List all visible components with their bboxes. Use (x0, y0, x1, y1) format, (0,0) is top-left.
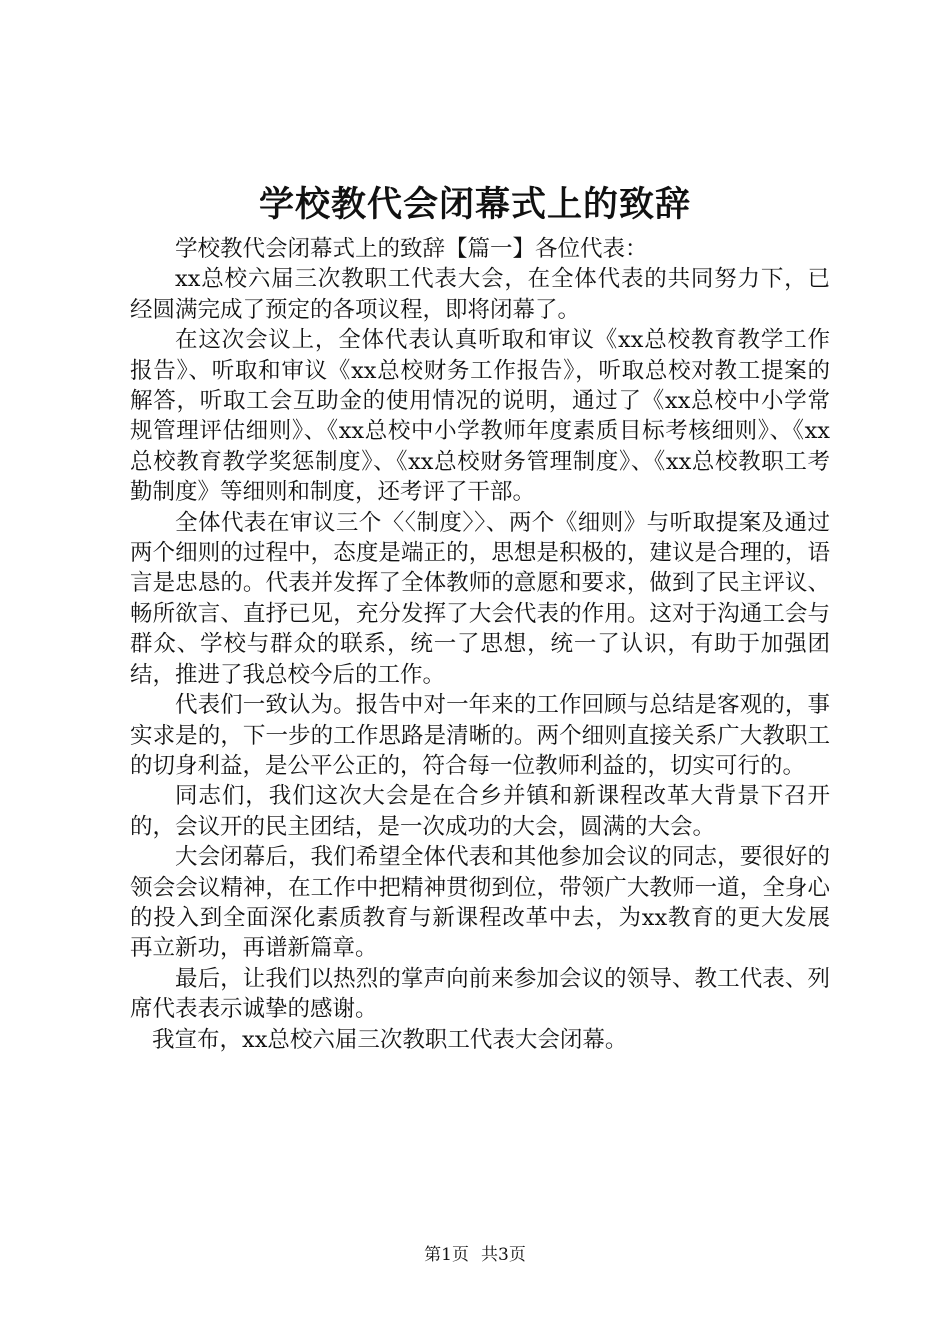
paragraph-5: 代表们一致认为。报告中对一年来的工作回顾与总结是客观的，事实求是的，下一步的工作思路是清晰的。两个细则直接关系广大教职工的切身利益，是公平公正的，符合每一位教师利益的，切实可行的。 (130, 692, 830, 779)
paragraph-2: xx总校六届三次教职工代表大会，在全体代表的共同努力下，已经圆满完成了预定的各项议程，即将闭幕了。 (130, 266, 830, 323)
page-footer (0, 1243, 950, 1267)
document-body (130, 234, 830, 1055)
page-total: 共3页 (481, 1245, 526, 1265)
document-title: 学校教代会闭幕式上的致辞 (258, 184, 691, 225)
page-number: 第1页 (424, 1245, 469, 1265)
paragraph-1: 学校教代会闭幕式上的致辞【篇一】各位代表： (175, 236, 648, 262)
paragraph-4: 全体代表在审议三个〈〈制度〉〉、两个《细则》与听取提案及通过两个细则的过程中，态度是端正的，思想是积极的，建议是合理的，语言是忠恳的。代表并发挥了全体教师的意愿和要求，做到了民主评议、畅所欲言、直抒已见，充分发挥了大会代表的作用。这对于沟通工会与群众、学校与群众的联系，统一了思想，统一了认识，有助于加强团结，推进了我总校今后的工作。 (130, 509, 830, 688)
paragraph-8: 最后，让我们以热烈的掌声向前来参加会议的领导、教工代表、列席代表表示诚挚的感谢。 (130, 965, 830, 1023)
paragraph-3: 在这次会议上，全体代表认真听取和审议《xx总校教育教学工作报告》、听取和审议《xx总校财务工作报告》，听取总校对教工提案的解答，听取工会互助金的使用情况的说明，通过了《xx总校中小学常规管理评估细则》、《xx总校中小学教师年度素质目标考核细则》、《xx总校教育教学奖惩制度》、《xx总校财务管理制度》、《xx总校教职工考勤制度》等细则和制度，还考评了干部。 (130, 327, 830, 506)
paragraph-6: 同志们，我们这次大会是在合乡并镇和新课程改革大背景下召开的，会议开的民主团结，是一次成功的大会，圆满的大会。 (130, 783, 830, 840)
paragraph-9: 我宣布，xx总校六届三次教职工代表大会闭幕。 (152, 1026, 628, 1053)
paragraph-7: 大会闭幕后，我们希望全体代表和其他参加会议的同志，要很好的领会会议精神，在工作中把精神贯彻到位，带领广大教师一道，全身心的投入到全面深化素质教育与新课程改革中去，为xx教育的更大发展再立新功，再谱新篇章。 (130, 844, 830, 962)
